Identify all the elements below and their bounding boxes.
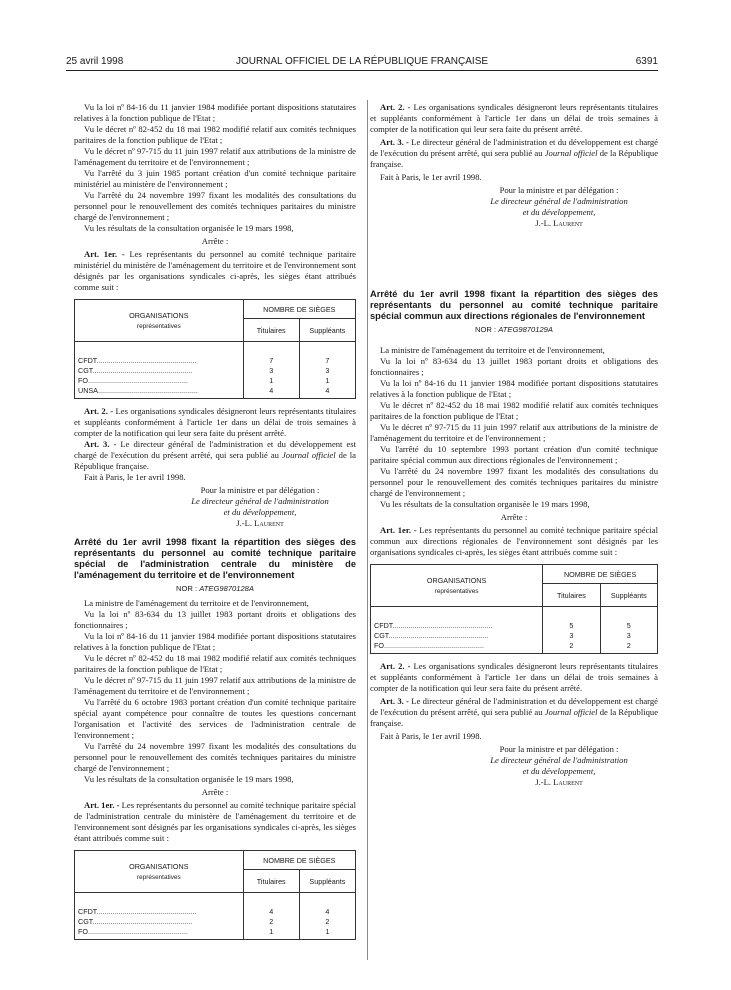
suppleants-column: [600, 607, 657, 654]
article-label: Art. 2. -: [380, 102, 411, 112]
tit-value: 5: [569, 621, 574, 630]
arrete-label: Arrête :: [500, 512, 528, 522]
signature-line: Le directeur général de l'administration: [490, 755, 628, 765]
left-column: [74, 102, 356, 947]
article-2: [370, 102, 658, 135]
org-header-sub: représentatives: [136, 322, 181, 330]
sup-value: 1: [325, 376, 330, 385]
suppleants-column: [299, 893, 355, 940]
org-name: CFDT: [78, 356, 97, 365]
signature-line: Le directeur général de l'administration: [490, 196, 628, 206]
article-label: Art. 3. -: [380, 137, 409, 147]
tit-value: 3: [569, 631, 574, 640]
org-name: CGT: [78, 366, 93, 375]
decree-1-intro: [74, 102, 356, 234]
visa: La ministre de l'aménagement du territoire et de l'environnement,: [84, 598, 309, 608]
org-cell: CFDT..................................................: [374, 621, 493, 630]
article-label: Art. 1er. -: [84, 800, 120, 810]
journal-officiel-ref: Journal officiel: [281, 450, 336, 460]
article-text: Les représentants du personnel au comité technique paritaire ministériel du ministère de l'aménagement du territoire et de l'environnement sont désignés par les organisations syndicales ci-après, les sièges étant attribués comme suit :: [74, 249, 356, 292]
signature-line: Pour la ministre et par délégation :: [499, 185, 619, 195]
seats-table: [370, 564, 658, 654]
article-3: [370, 696, 658, 729]
titulaires-header: Titulaires: [243, 319, 299, 342]
article-3: [370, 137, 658, 170]
org-header-label: ORGANISATIONS: [129, 861, 189, 871]
article-2: [370, 661, 658, 694]
visa: Vu l'arrêté du 24 novembre 1997 fixant les modalités des consultations du personnel pour le renouvellement des comités techniques paritaires du ministre chargé de l'environnement ;: [74, 190, 356, 222]
signature-line: Pour la ministre et par délégation :: [499, 744, 619, 754]
visa: Vu le décret nº 82-452 du 18 mai 1982 modifié relatif aux comités techniques paritaires de la fonction publique de l'Etat ;: [370, 400, 658, 421]
tit-value: 3: [269, 366, 274, 375]
org-column: [75, 893, 244, 940]
signatory-name: J.-L. Laurent: [535, 218, 583, 228]
visa: Vu la loi nº 83-634 du 13 juillet 1983 portant droits et obligations des fonctionnaires ;: [370, 356, 658, 377]
org-cell: FO..................................................: [78, 376, 188, 385]
article-text: de la République française.: [370, 148, 659, 169]
seats-header: NOMBRE DE SIÈGES: [543, 565, 658, 584]
org-name: CGT: [374, 631, 389, 640]
right-column: [370, 102, 658, 788]
visa: Vu l'arrêté du 6 octobre 1983 portant création d'un comité technique paritaire spécial ayant compétence pour connaître de toutes les questions concernant l'organisation et l'activité des services de l'administration centrale de l'environnement ;: [74, 697, 356, 740]
decree-3-title: Arrêté du 1er avril 1998 fixant la répartition des sièges des représentants du personnel au comité technique paritaire spécial commun aux directions régionales de l'environnement: [370, 289, 658, 321]
journal-officiel-ref: Journal officiel: [544, 707, 598, 717]
visa: La ministre de l'aménagement du territoire et de l'environnement,: [380, 345, 605, 355]
org-cell: CGT..................................................: [78, 366, 193, 375]
article-label: Art. 1er. -: [84, 249, 125, 259]
article-1: [370, 525, 658, 558]
visa: Vu la loi nº 84-16 du 11 janvier 1984 modifiée portant dispositions statutaires relatives à la fonction publique de l'Etat ;: [370, 378, 658, 399]
seats-table: [74, 299, 356, 399]
nor-code: ATEG9870128A: [199, 584, 254, 593]
article-label: Art. 1er. -: [380, 525, 417, 535]
org-header: [75, 300, 244, 342]
suppleants-column: [299, 342, 355, 399]
suppleants-header: Suppléants: [600, 584, 657, 607]
org-name: FO: [78, 376, 88, 385]
seats-header: NOMBRE DE SIÈGES: [243, 851, 355, 870]
decree-2-title: Arrêté du 1er avril 1998 fixant la répartition des sièges des représentants du personnel au comité technique paritaire spécial de l'administration centrale du ministère de l'aménagement du territoire et de l'environnement: [74, 537, 356, 580]
visa: Vu la loi nº 84-16 du 11 janvier 1984 modifiée portant dispositions statutaires relatives à la fonction publique de l'Etat ;: [74, 102, 356, 123]
org-cell: CFDT..................................................: [78, 907, 197, 916]
signature-line: et du développement,: [522, 207, 596, 217]
header-rule: [66, 70, 658, 71]
signatory-name: J.-L. Laurent: [535, 777, 583, 787]
column-divider: [367, 100, 368, 960]
article-3: [74, 439, 356, 472]
article-label: Art. 2. -: [380, 661, 411, 671]
org-cell: FO..................................................: [374, 641, 484, 650]
article-text: Les organisations syndicales désigneront leurs représentants titulaires et suppléants conformément à l'article 1er dans un délai de trois semaines à compter de la notification qui leur sera faite du présent arrêté.: [370, 102, 658, 134]
tit-value: 2: [269, 917, 274, 926]
visa: Vu le décret nº 97-715 du 11 juin 1997 relatif aux attributions de la ministre de l'aménagement du territoire et de l'environnement ;: [74, 146, 356, 167]
org-cell: UNSA..................................................: [78, 386, 198, 395]
nor-reference: [370, 324, 658, 335]
signatory-name: J.-L. Laurent: [236, 518, 284, 528]
org-name: CFDT: [78, 907, 97, 916]
article-label: Art. 3. -: [380, 696, 409, 706]
org-name: UNSA: [78, 386, 98, 395]
org-header-label: ORGANISATIONS: [129, 310, 189, 320]
tit-value: 7: [269, 356, 274, 365]
org-cell: CFDT..................................................: [78, 356, 197, 365]
visa: Vu l'arrêté du 24 novembre 1997 fixant les modalités des consultations du personnel pour le renouvellement des comités techniques paritaires du ministre chargé de l'environnement ;: [370, 466, 658, 498]
sup-value: 4: [325, 907, 330, 916]
arrete-label: Arrête :: [201, 787, 229, 797]
done-at: Fait à Paris, le 1er avril 1998.: [84, 472, 186, 482]
done-at: Fait à Paris, le 1er avril 1998.: [380, 172, 482, 182]
visa: Vu le décret nº 97-715 du 11 juin 1997 relatif aux attributions de la ministre de l'aménagement du territoire et de l'environnement ;: [74, 675, 356, 696]
nor-code: ATEG9870129A: [498, 325, 553, 334]
org-cell: CGT..................................................: [374, 631, 489, 640]
article-label: Art. 3. -: [84, 439, 117, 449]
tit-value: 2: [569, 641, 574, 650]
org-column: [75, 342, 244, 399]
tit-value: 1: [269, 376, 274, 385]
article-text: Le directeur général de l'administration et du développement est chargé de l'exécution du présent arrêté, qui sera publié au: [370, 696, 658, 717]
visa: Vu les résultats de la consultation organisée le 19 mars 1998,: [84, 774, 294, 784]
signature-line: et du développement,: [522, 766, 596, 776]
article-text: Le directeur général de l'administration et du développement est chargé de l'exécution du présent arrêté, qui sera publié au: [370, 137, 658, 158]
signature-line: et du développement,: [223, 507, 297, 517]
tit-value: 1: [269, 927, 274, 936]
article-text: Le directeur général de l'administration et du développement est chargé de l'exécution du présent arrêté, qui sera publié au: [74, 439, 357, 460]
sup-value: 7: [325, 356, 330, 365]
table-row: [75, 342, 356, 399]
done-at: Fait à Paris, le 1er avril 1998.: [380, 731, 482, 741]
tit-value: 4: [269, 386, 274, 395]
visa: Vu l'arrêté du 3 juin 1985 portant création d'un comité technique paritaire ministériel au ministère de l'environnement ;: [74, 168, 356, 189]
suppleants-header: Suppléants: [299, 870, 355, 893]
article-text: de la République française.: [370, 707, 659, 728]
article-2: [74, 406, 356, 439]
journal-officiel-ref: Journal officiel: [544, 148, 598, 158]
org-header-label: ORGANISATIONS: [426, 575, 487, 585]
visa: Vu le décret nº 82-452 du 18 mai 1982 modifié relatif aux comités techniques paritaires de la fonction publique de l'Etat ;: [74, 124, 356, 145]
visa: Vu le décret nº 82-452 du 18 mai 1982 modifié relatif aux comités techniques paritaires de la fonction publique de l'Etat ;: [74, 653, 356, 674]
article-text: Les organisations syndicales désigneront leurs représentants titulaires et suppléants conformément à l'article 1er dans un délai de trois semaines à compter de la notification qui leur sera faite du présent arrêté.: [74, 406, 356, 438]
table-row: [75, 893, 356, 940]
sup-value: 3: [626, 631, 631, 640]
article-text: Les représentants du personnel au comité technique paritaire spécial commun aux directions régionales de l'environnement sont désignés par les organisations syndicales ci-après, les sièges étant attribués comme suit :: [370, 525, 658, 557]
article-text: de la République française.: [74, 450, 356, 471]
org-header-sub: représentatives: [136, 873, 181, 881]
sup-value: 4: [325, 386, 330, 395]
visa: Vu les résultats de la consultation organisée le 19 mars 1998,: [84, 223, 294, 233]
visa: Vu l'arrêté du 10 septembre 1993 portant création d'un comité technique paritaire spécial commun aux directions régionales de l'environnement ;: [370, 444, 658, 465]
sup-value: 3: [325, 366, 330, 375]
header-page-number: 6391: [635, 56, 658, 67]
org-header-sub: représentatives: [434, 587, 479, 595]
visa: Vu la loi nº 84-16 du 11 janvier 1984 modifiée portant dispositions statutaires relatives à la fonction publique de l'Etat ;: [74, 631, 356, 652]
signature-line: Pour la ministre et par délégation :: [200, 485, 320, 495]
sup-value: 5: [626, 621, 631, 630]
titulaires-column: [243, 893, 299, 940]
sup-value: 2: [626, 641, 631, 650]
tit-value: 4: [269, 907, 274, 916]
titulaires-column: [543, 607, 600, 654]
org-name: CFDT: [374, 621, 393, 630]
seats-header: NOMBRE DE SIÈGES: [243, 300, 355, 319]
article-text: Les représentants du personnel au comité technique paritaire spécial de l'administration centrale du ministère de l'aménagement du territoire et de l'environnement sont désignés par les organisations syndicales ci-après, les sièges étant attribués comme suit :: [74, 800, 356, 843]
section-gap: [370, 229, 658, 281]
titulaires-header: Titulaires: [543, 584, 600, 607]
visa: Vu la loi nº 83-634 du 13 juillet 1983 portant droits et obligations des fonctionnaires ;: [74, 609, 356, 630]
org-cell: FO..................................................: [78, 927, 188, 936]
article-text: Les organisations syndicales désigneront leurs représentants titulaires et suppléants conformément à l'article 1er dans un délai de trois semaines à compter de la notification qui leur sera faite du présent arrêté.: [370, 661, 658, 693]
seats-table: [74, 850, 356, 940]
suppleants-header: Suppléants: [299, 319, 355, 342]
org-header: [371, 565, 543, 607]
signature-line: Le directeur général de l'administration: [191, 496, 329, 506]
org-name: FO: [374, 641, 384, 650]
table-row: [371, 607, 658, 654]
titulaires-column: [243, 342, 299, 399]
titulaires-header: Titulaires: [243, 870, 299, 893]
article-label: Art. 2. -: [84, 406, 114, 416]
org-name: CGT: [78, 917, 93, 926]
nor-label: NOR :: [176, 584, 198, 593]
nor-reference: [74, 583, 356, 594]
org-header: [75, 851, 244, 893]
sup-value: 2: [325, 917, 330, 926]
article-1: [74, 249, 356, 293]
org-name: FO: [78, 927, 88, 936]
nor-label: NOR :: [475, 325, 497, 334]
visa: Vu l'arrêté du 24 novembre 1997 fixant les modalités des consultations du personnel pour le renouvellement des comités techniques paritaires du ministre chargé de l'environnement ;: [74, 741, 356, 773]
visa: Vu les résultats de la consultation organisée le 19 mars 1998,: [380, 499, 590, 509]
org-column: [371, 607, 543, 654]
sup-value: 1: [325, 927, 330, 936]
arrete-label: Arrête :: [201, 236, 229, 246]
org-cell: CGT..................................................: [78, 917, 193, 926]
header-journal-title: JOURNAL OFFICIEL DE LA RÉPUBLIQUE FRANÇAISE: [235, 56, 489, 67]
visa: Vu le décret nº 97-715 du 11 juin 1997 relatif aux attributions de la ministre de l'aménagement du territoire et de l'environnement ;: [370, 422, 658, 443]
header-date: 25 avril 1998: [66, 56, 124, 67]
article-1: [74, 800, 356, 844]
